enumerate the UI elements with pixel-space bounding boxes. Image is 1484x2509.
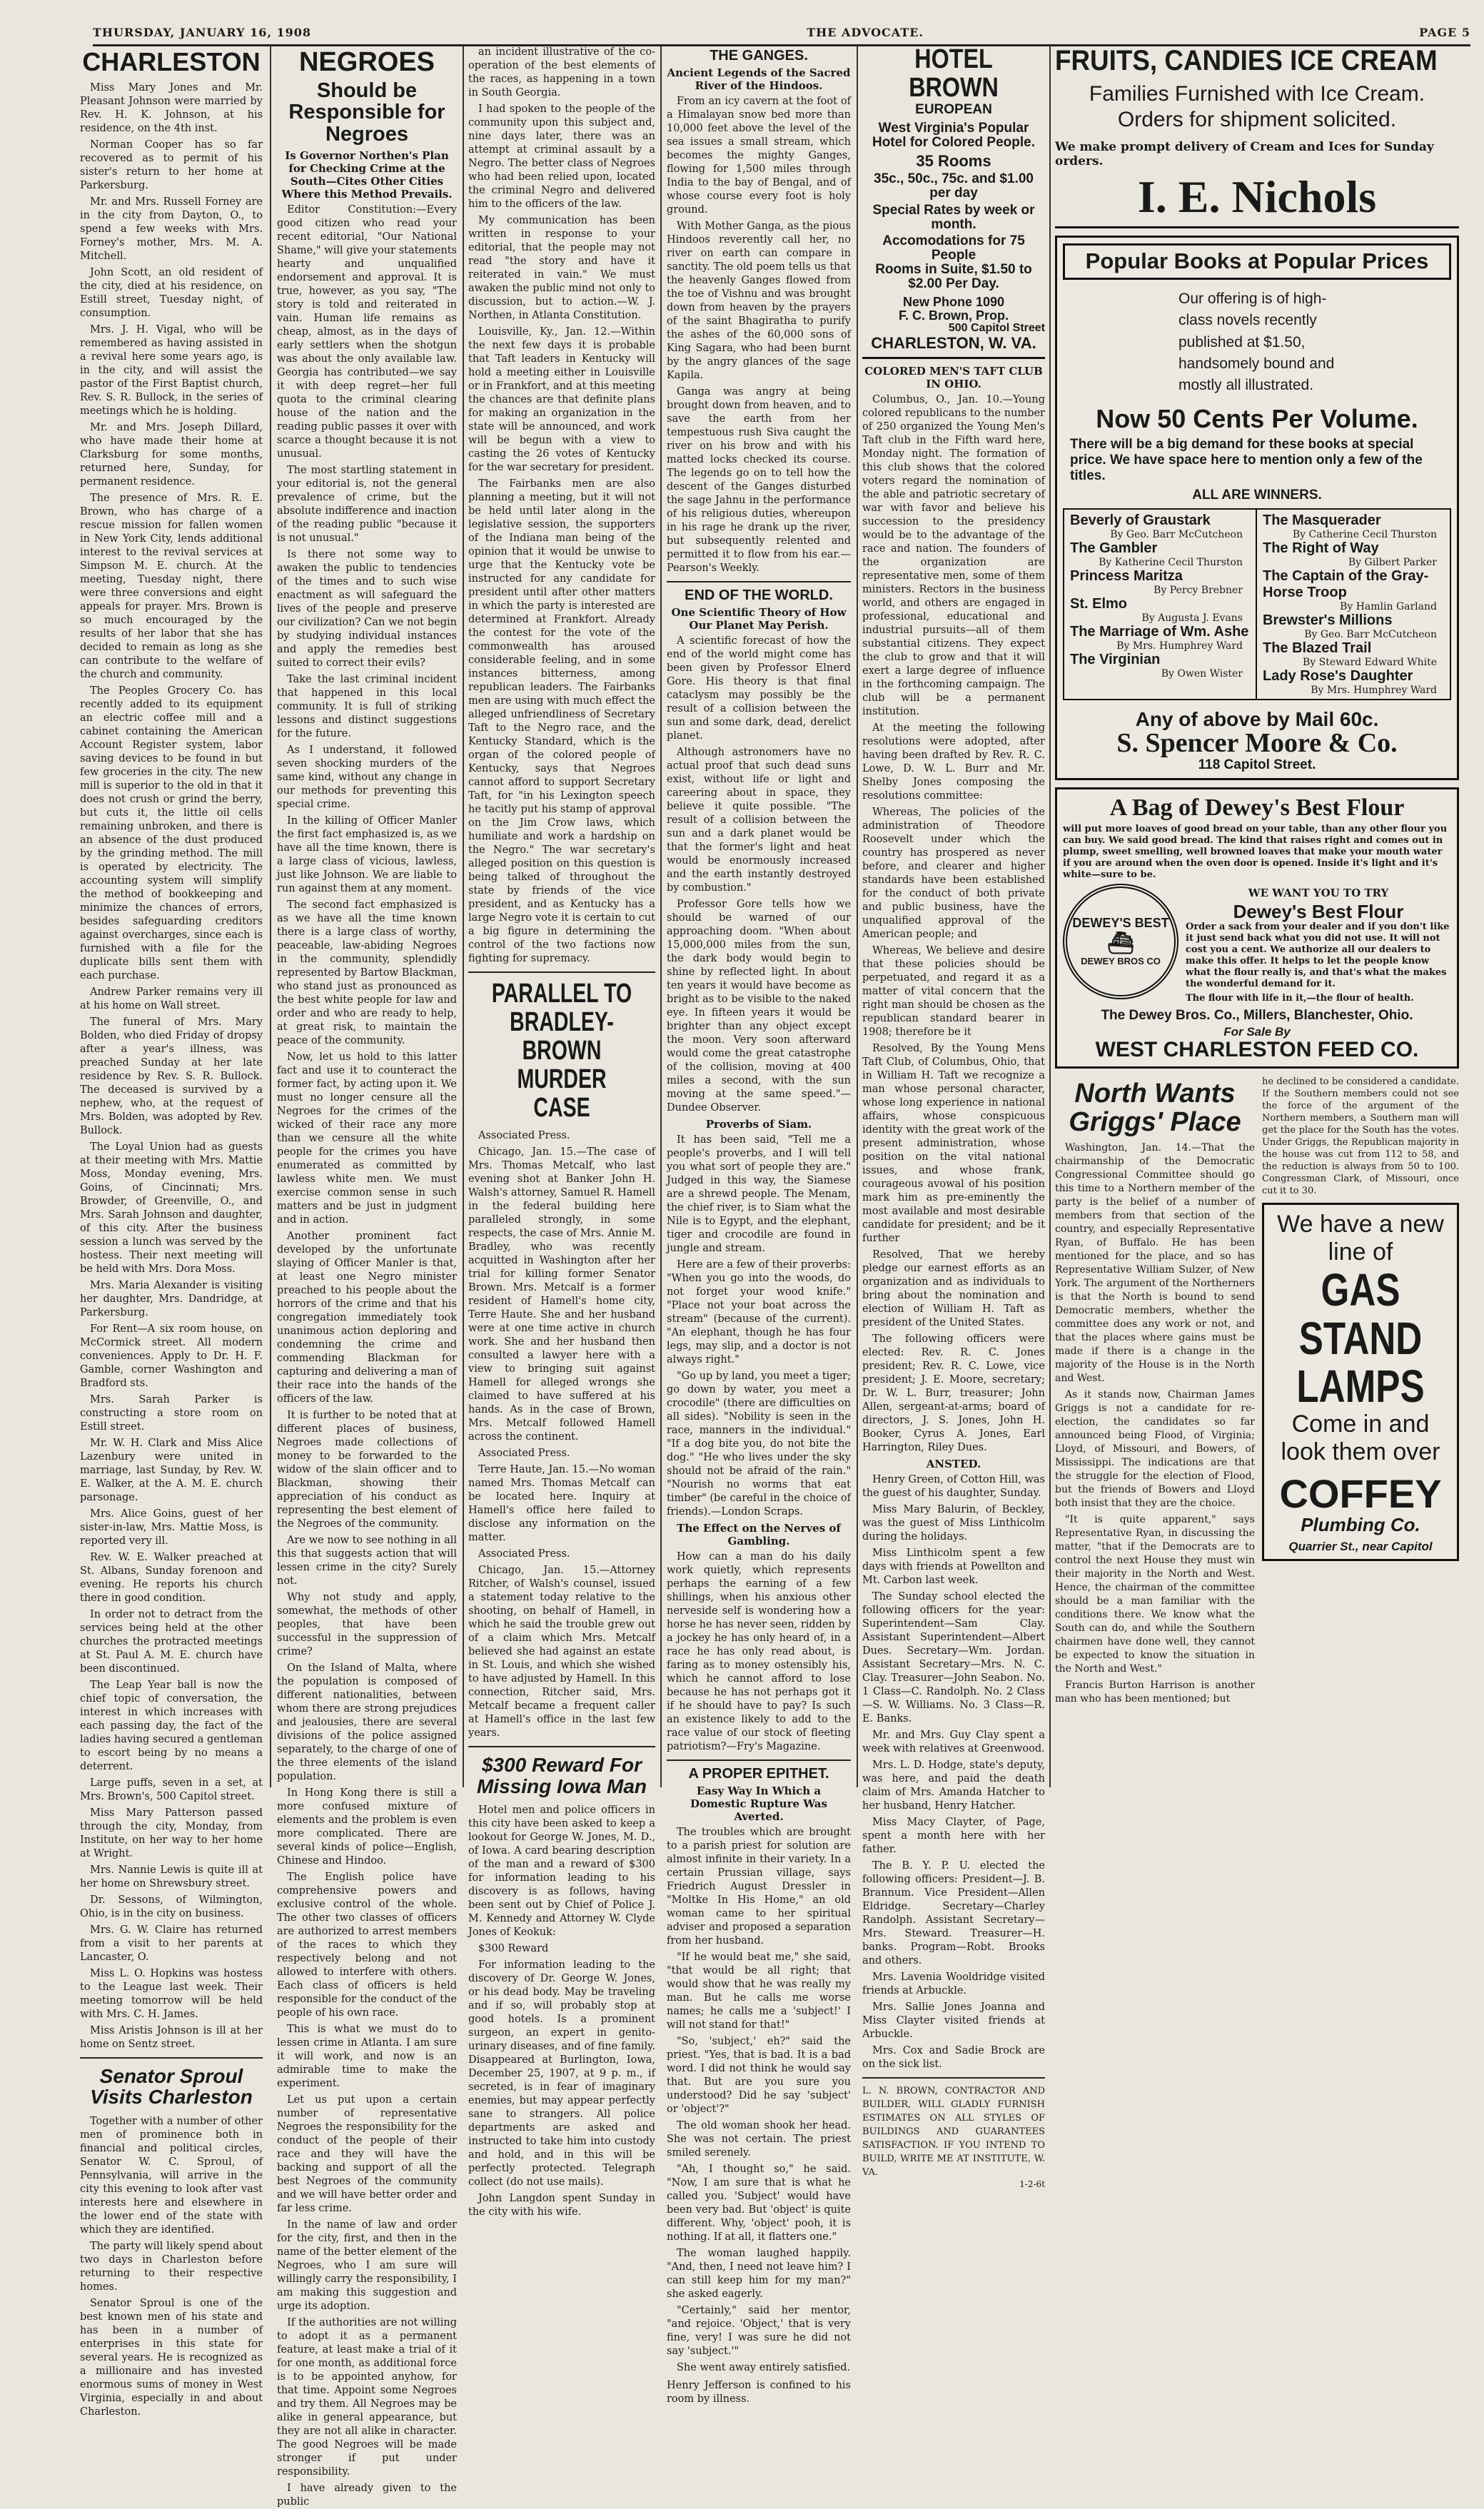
paragraph: Here are a few of their proverbs: "When you go into the woods, do not forget your wood knife." "Place not your boat across the stream" (because of the current). "An elephant, though he has four legs, may slip, and a doctor is not always right." bbox=[667, 1259, 851, 1365]
dewey-bros: The Dewey Bros. Co., Millers, Blanchester, Ohio. bbox=[1101, 1007, 1413, 1023]
siam-article bbox=[667, 1134, 851, 1519]
griggs-article bbox=[1055, 1141, 1255, 1706]
popular-books-ad bbox=[1055, 236, 1459, 780]
coffey-address: Quarrier St., near Capitol bbox=[1288, 1540, 1433, 1554]
flour-sale-by: For Sale By bbox=[1223, 1024, 1291, 1039]
seal-bottom-text: DEWEY BROS CO bbox=[1081, 956, 1161, 967]
book-author: By Percy Brebner bbox=[1154, 584, 1243, 596]
paragraph: "Ah, I thought so," he said. "Now, I am sure that is what he called you. 'Subject' would have been very bad. But 'object' is quite different. Why, 'object' pooh, it is nothing. If at all, it flatters one." bbox=[667, 2164, 851, 2243]
paragraph: Resolved, By the Young Mens Taft Club, of Columbus, Ohio, that in William H. Taft we recognize a man whose personal character, whose long experience in national affairs, whose conspicuous identity with the great work of the present administration, whose position on the vital national issues, and whose frank, courageous avowal of his position mark him as pre-eminently the most available and most desirable candidate for president; and be it further bbox=[862, 1042, 1045, 1244]
paragraph: an incident illustrative of the co-operation of the best elements of the races, as happening in a town in South Georgia. bbox=[468, 46, 655, 99]
paragraph: Large puffs, seven in a set, at Mrs. Brown's, 500 Capitol street. bbox=[80, 1777, 263, 1802]
parallel-article bbox=[468, 1129, 655, 1740]
hotel-suite: Rooms in Suite, $1.50 to $2.00 Per Day. bbox=[875, 262, 1032, 292]
paragraph: This is what we must do to lessen crime in Atlanta. I am sure it will work, and now is an admirable time to make the experiment. bbox=[277, 2024, 457, 2090]
paragraph: Mrs. Alice Goins, guest of her sister-in-law, Mrs. Mattie Moss, is reported very ill. bbox=[80, 1508, 263, 1547]
paragraph: Professor Gore tells how we should be warned of our approaching doom. "When about 15,000,000 miles from the sun, the dark body would begin to shine by reflected light. In about ten years it would have become as bright as to be visible to the naked eye. In fifteen years it would be brighter than any object except the moon. Very soon afterward would come the great catastrophe of the collision, moving at 400 miles a second, with the sun moving at the same speed."—Dundee Observer. bbox=[667, 899, 851, 1114]
paragraph: Chicago, Jan. 15.—Attorney Ritcher, of Walsh's counsel, issued a statement today relative to the shooting, on behalf of Hamell, in which he said the trouble grew out of a claim which Mrs. Metcalf believed she had against an estate in St. Louis, and which she wished to have adjusted by Hamell. In this connection, Ritcher said, Mrs. Metcalf became a frequent caller at Hamell's office in the last few years. bbox=[468, 1565, 655, 1740]
paragraph: The Loyal Union had as guests at their meeting with Mrs. Mattie Moss, Monday evening, Mrs. Goins, of Cincinnati; Mrs. Browder, of Greenville, O., and Mrs. Sarah Johnson and daughter, of this city. After the business session a lunch was served by the hostess. Their next meeting will be held with Mrs. Dora Moss. bbox=[80, 1141, 263, 1275]
paragraph: Whereas, The policies of the administration of Theodore Roosevelt under which the country has prospered as never before, and clearer and higher standards have been established for the conduct of both private and public business, have the unqualified approval of the American people; and bbox=[862, 806, 1045, 940]
griggs-headline: North Wants Griggs' Place bbox=[1069, 1079, 1241, 1138]
hotel-city: CHARLESTON, W. VA. bbox=[871, 333, 1036, 352]
hotel-brown-ad bbox=[862, 46, 1045, 359]
paragraph: Why not study and apply, somewhat, the methods of other peoples, that have been successful in the suppression of crime? bbox=[277, 1592, 457, 1658]
paragraph: Are we now to see nothing in all this that suggests action that will lessen crime in the city? Surely not. bbox=[277, 1535, 457, 1587]
advertisements-column bbox=[1055, 46, 1459, 1787]
divider bbox=[468, 1746, 655, 1747]
paragraph: Miss Mary Jones and Mr. Pleasant Johnson were married by Rev. H. K. Johnson, at his residence, on the 4th inst. bbox=[80, 81, 263, 134]
book-author: By Katherine Cecil Thurston bbox=[1099, 556, 1243, 568]
paragraph: The presence of Mrs. R. E. Brown, who has charge of a rescue mission for fallen women in New York City, lends additional interest to the revival services at Simpson M. E. church. At the meeting, Tuesday night, there were three conversions and eight appeals for prayer. Mrs. Brown is so much encouraged by the results of her labor that she has decided to remain as long as she can contribute to the welfare of the church and community. bbox=[80, 492, 263, 680]
paragraph: In the killing of Officer Manler the first fact emphasized is, as we have all the time known, there is a large class of vicious, lawless, just like Johnson. We are liable to run against them at any moment. bbox=[277, 815, 457, 895]
divider bbox=[862, 2077, 1045, 2079]
paragraph: Mrs. Maria Alexander is visiting her daughter, Mrs. Dandridge, at Parkersburg. bbox=[80, 1279, 263, 1318]
paragraph: The second fact emphasized is as we have all the time known there is a large class of worthy, peaceable, law-abiding Negroes in the community, splendidly represented by Bartow Blackman, who stand just as pronounced as the best white people for law and order and who are ready to help, at great risk, to maintain the peace of the community. bbox=[277, 899, 457, 1047]
hotel-name: HOTEL BROWN bbox=[909, 44, 999, 103]
dewey-flour-ad bbox=[1055, 787, 1459, 1069]
book-title: The Marriage of Wm. Ashe bbox=[1070, 623, 1249, 640]
paragraph: As it stands now, Chairman James Griggs is not a candidate for re-election, the candidates so far announced being Flood, of Virginia; Lloyd, of Missouri, and Bowers, of Mississippi. The indications are that the struggle for the election of Flood, but the friends of Bowers and Lloyd both insist that they are the choice. bbox=[1055, 1388, 1255, 1509]
paragraph: The Sunday school elected the following officers for the year: Superintendent—Sam Clay. Assistant Superintendent—Albert Dues. Secretary—Wm. Jordan. Assistant Secretary—Mrs. N. C. Clay. Treasurer—John Seabon. No. 1 Class—C. Randolph. No. 2 Class—S. W. Williams. No. 3 Class—R. E. Banks. bbox=[862, 1590, 1045, 1725]
gas-come-in: Come in and look them over bbox=[1281, 1410, 1440, 1465]
paragraph: Mrs. Lavenia Wooldridge visited friends at Arbuckle. bbox=[862, 1971, 1045, 1996]
paragraph: "Certainly," said her mentor, "and rejoice. 'Object,' that is very fine, very! I was sure he did not say 'subject.'" bbox=[667, 2305, 851, 2357]
hotel-rates: 35c., 50c., 75c. and $1.00 per day bbox=[874, 171, 1034, 201]
nichols-ad bbox=[1055, 46, 1459, 228]
paragraph: Andrew Parker remains very ill at his home on Wall street. bbox=[80, 986, 263, 1011]
book-author: By Geo. Barr McCutcheon bbox=[1110, 528, 1243, 540]
paragraph: From an icy cavern at the foot of a Himalayan snow bed more than 10,000 feet above the level of the sea issues a small stream, which becomes the mighty Ganges, flowing for 1,500 miles through India to the bay of Bengal, and of whose course every foot is holy ground. bbox=[667, 96, 851, 216]
hotel-column bbox=[862, 44, 1045, 2189]
negroes-heading: NEGROES bbox=[298, 47, 435, 77]
hotel-street: 500 Capitol Street bbox=[948, 321, 1045, 334]
reward-headline: $300 Reward For Missing Iowa Man bbox=[476, 1754, 647, 1797]
paragraph: John Scott, an old resident of the city, died at his residence, on Estill street, Tuesday night, of consumption. bbox=[80, 266, 263, 319]
book-title: The Gambler bbox=[1070, 540, 1158, 556]
world-article bbox=[667, 635, 851, 1115]
paragraph: Miss Linthicolm spent a few days with friends at Powellton and Mt. Carbon last week. bbox=[862, 1547, 1045, 1586]
column-rule bbox=[270, 46, 271, 1787]
paragraph: Norman Cooper has so far recovered as to permit of his sister's return to her home at Parkersburg. bbox=[80, 138, 263, 191]
divider bbox=[80, 2057, 263, 2059]
paragraph: Mrs. Nannie Lewis is quite ill at her home on Shrewsbury street. bbox=[80, 1864, 263, 1889]
book-title: The Right of Way bbox=[1263, 540, 1379, 556]
paragraph: Miss Aristis Johnson is ill at her home on Sentz street. bbox=[80, 2024, 263, 2050]
moore-address: 118 Capitol Street. bbox=[1198, 757, 1316, 772]
paragraph: The funeral of Mrs. Mary Bolden, who died Friday of dropsy after a year's illness, was preached Sunday at her late residence by Rev. S. R. Bullock. The deceased is survived by a nephew, who, at the request of Mrs. Bolden, was adopted by Rev. Bullock. bbox=[80, 1016, 263, 1136]
paragraph: Mr. and Mrs. Guy Clay spent a week with relatives at Greenwood. bbox=[862, 1729, 1045, 1755]
book-title: Lady Rose's Daughter bbox=[1263, 667, 1413, 684]
paragraph: As I understand, it followed seven shocking murders of the same kind, without any change in our methods for preventing this special crime. bbox=[277, 744, 457, 811]
paragraph: For Rent—A six room house, on McCormick street. All modern conveniences. Apply to Dr. H. F. Gamble, corner Washington and Bradford sts. bbox=[80, 1323, 263, 1389]
book-title: St. Elmo bbox=[1070, 595, 1128, 612]
politics-column bbox=[468, 46, 655, 2218]
paragraph: Miss Mary Patterson passed through the city, Monday, from Institute, on her way to her home at Wright. bbox=[80, 1807, 263, 1859]
paragraph: Henry Green, of Cotton Hill, was the guest of his daughter, Sunday. bbox=[862, 1473, 1045, 1499]
book-author: By Mrs. Humphrey Ward bbox=[1311, 684, 1437, 696]
negroes-headline: Should be Responsible for Negroes bbox=[288, 79, 445, 146]
charleston-heading: CHARLESTON bbox=[82, 47, 261, 76]
hotel-tagline: West Virginia's Popular Hotel for Colored People. bbox=[872, 120, 1036, 150]
hotel-rooms: 35 Rooms bbox=[916, 151, 991, 170]
flour-headline: A Bag of Dewey's Best Flour bbox=[1109, 794, 1405, 821]
paragraph: Let us put upon a certain number of representative Negroes the responsibility for the conduct of the people of their race and they will have the backing and support of all the best Negroes of the community and we will have better order and far less crime. bbox=[277, 2094, 457, 2215]
charleston-news bbox=[80, 81, 263, 2051]
paragraph: Mr. and Mrs. Russell Forney are in the city from Dayton, O., to spend a few weeks with Mrs. Forney's mother, Mrs. M. A. Mitchell. bbox=[80, 196, 263, 262]
taft-club-article bbox=[862, 393, 1045, 1455]
negroes-article bbox=[277, 203, 457, 2509]
paragraph: Associated Press. bbox=[478, 1548, 570, 1560]
paragraph: Mr. and Mrs. Joseph Dillard, who have made their home at Clarksburg for some months, returned here, Sunday, for permanent residence. bbox=[80, 421, 263, 488]
book-author: By Mrs. Humphrey Ward bbox=[1116, 640, 1243, 652]
griggs-continued: he declined to be considered a candidate. If the Southern members could not see the force of the argument of the Northern members, a Southern man will get the place for the South has the votes. Under Griggs, the Republican majority in the house was cut from 112 to 58, and the reduction is always from 50 to 100. Congressman Clark, of Missouri, once cut it to 30. bbox=[1262, 1076, 1459, 1197]
paragraph: Rev. W. E. Walker preached at St. Albans, Sunday forenoon and evening. He reports his church there in good condition. bbox=[80, 1551, 263, 1604]
paragraph: Mrs. J. H. Vigal, who will be remembered as having assisted in a revival here some years ago, is in the city, and will assist the pastor of the First Baptist church, Rev. S. R. Bullock, in the series of meetings which he is holding. bbox=[80, 323, 263, 417]
miscellany-column bbox=[667, 46, 851, 2405]
paragraph: With Mother Ganga, as the pious Hindoos reverently call her, no river on earth can compare in sanctity. The old poem tells us that the heavenly Ganges flowed from the toe of Vishnu and was brought down from heaven by the prayers of the saint Bhagiratha to purify the ashes of the 60,000 sons of King Sagara, who had been burnt by the angry glances of the sage Kapila. bbox=[667, 221, 851, 381]
book-author: By Steward Edward White bbox=[1303, 656, 1437, 668]
book-title: The Captain of the Gray-Horse Troop bbox=[1263, 567, 1429, 600]
paragraph: Resolved, That we hereby pledge our earnest efforts as an organization and as individuals to bring about the nomination and election of William H. Taft as president of the United States. bbox=[862, 1248, 1045, 1328]
books-list-right bbox=[1257, 510, 1450, 699]
book-author: By Augusta J. Evans bbox=[1141, 612, 1243, 624]
paragraph: The most startling statement in your editorial is, not the general prevalence of crime, but the absolute indifference and inaction of the reading public "because it is not unusual." bbox=[277, 465, 457, 545]
paragraph: In the name of law and order for the city, first, and then in the name of the better element of the Negroes, who I am sure will willingly carry the responsibility, I am making this suggestion and urge its adoption. bbox=[277, 2219, 457, 2313]
fruits-families: Families Furnished with Ice Cream. Orders for shipment solicited. bbox=[1089, 82, 1425, 131]
gas-lamps-lines bbox=[1270, 1266, 1451, 1410]
paragraph: Mrs. Cox and Sadie Brock are on the sick list. bbox=[862, 2044, 1045, 2070]
mill-icon: ⛴ bbox=[1106, 932, 1135, 956]
paragraph: Chicago, Jan. 15.—The case of Mrs. Thomas Metcalf, who last evening shot at Banker John H. Walsh's attorney, Samuel R. Hamell in the federal building here paralleled strongly, in some respects, the case of Mrs. Annie M. Bradley, who was recently acquitted in Washington after her trial for killing former Senator Brown. Mrs. Metcalf is a former resident of Hamell's home city, Terre Haute. She and her husband were at one time active in church work. She and her husband then consulted a lawyer here with a view to bringing suit against Hamell for alleged wrongs she claimed to have suffered at his hands. As in the case of Brown, Mrs. Metcalf followed Hamell across the continent. bbox=[468, 1146, 655, 1443]
books-list-left bbox=[1064, 510, 1257, 699]
ansted-news bbox=[862, 1473, 1045, 2071]
paragraph: Another prominent fact developed by the unfortunate slaying of Officer Manler is that, at least one Negro minister preached to his people about the horrors of the crime and that his congregation immediately took unanimous action deploring and condemning the crime and commending Blackman for capturing and delivering a man of their race into the hands of the officers of the law. bbox=[277, 1231, 457, 1405]
paragraph: The party will likely spend about two days in Charleston before returning to their respective homes. bbox=[80, 2240, 263, 2293]
paragraph: Miss Macy Clayter, of Page, spent a month here with her father. bbox=[862, 1816, 1045, 1855]
divider bbox=[468, 971, 655, 973]
paragraph: $300 Reward bbox=[478, 1943, 549, 1955]
paragraph: Columbus, O., Jan. 10.—Young colored republicans to the number of 250 organized the Young Men's Taft club in the Fifth ward here, Monday night. The formation of this club shows that the colored voters regard the nomination of the able and patriotic secretary of war with favor and believe his succession to the presidency would be to the advantage of the race and nation. The founders of the organization are representative men, some of them ministers. Rectors in the business world, and others are engaged in professional, educational and industrial pursuits—all of them substantial citizens. They expect the club to grow and that it will exert a large degree of influence in the forthcoming campaign. The club will be a permanent institution. bbox=[862, 393, 1045, 717]
books-mail-price: Any of above by Mail 60c. bbox=[1135, 707, 1379, 730]
griggs-article-block bbox=[1055, 1076, 1255, 1709]
paragraph: A scientific forecast of how the end of the world might come has been given by Professor Elnerd Gore. His theory is that final cataclysm may possibly be the result of a collision between the sun and some dark, dead, derelict planet. bbox=[667, 635, 851, 742]
parallel-headline: PARALLEL TO BRADLEY-BROWN MURDER CASE bbox=[491, 979, 632, 1123]
paragraph: The B. Y. P. U. elected the following officers: President—J. B. Brannum. Vice President—Allen Eldridge. Secretary—Charley Randolph. Assistant Secretary—Mrs. Steward. Treasurer—H. banks. Program—Robt. Brooks and others. bbox=[862, 1859, 1045, 1967]
books-winners: ALL ARE WINNERS. bbox=[1192, 487, 1322, 503]
book-author: By Hamlin Garland bbox=[1340, 600, 1437, 612]
sproul-article bbox=[80, 2115, 263, 2419]
paragraph: The Fairbanks men are also planning a meeting, but it will not be held until later along in the legislative session, the supporters of the Indiana man being of the opinion that it would be unwise to urge that the Kentucky vote be instructed for any candidate for president until after other matters in which the party is interested are determined at Frankfort. Already the contest for the vote of the commonwealth has aroused considerable feeling, and in some instances bitterness, among republican leaders. The Fairbanks men are using with much effect the alleged unfriendliness of Secretary Taft to the Negro race, and the Kentucky Standard, which is the organ of the colored people of Kentucky, says that Negroes cannot afford to support Secretary Taft, for "in his Lexington speech he tacitly put his stamp of approval on the Jim Crow laws, which humiliate and work a hardship on the Negro." The war secretary's alleged position on this question is being talked of throughout the state by friends of the vice president, and as Kentucky has a large Negro vote it is certain to cut a big figure in determining the control of the two factions now fighting for supremacy. bbox=[468, 478, 655, 964]
paragraph: Whereas, We believe and desire that these policies should be perpetuated, and regard it as a matter of vital concern that the right man should be chosen as the republican standard bearer in 1908; therefore be it bbox=[862, 944, 1045, 1038]
paragraph: On the Island of Malta, where the population is composed of different nationalities, between whom there are strong prejudices and jealousies, there are several divisions of the police assigned separately, to the charge of one of the three elements of the island population. bbox=[277, 1662, 457, 1783]
seal-top-text: DEWEY'S BEST bbox=[1072, 916, 1169, 931]
gambling-headline: The Effect on the Nerves of Gambling. bbox=[677, 1522, 841, 1548]
paragraph: Washington, Jan. 14.—That the chairmanship of the Democratic Congressional Committee should go this time to a Northern member of the party is the belief of a number of members from that section of the country, and especially Representative Ryan, of Buffalo. He has been mentioned for the place, and so has Representative William Sulzer, of New York. The argument of the Northerners is that the North is bound to send Democratic members, whether the committee does any work or not, and that the places where gains must be made if there is a change in the majority of the House is in the North and West. bbox=[1055, 1141, 1255, 1384]
book-author: By Catherine Cecil Thurston bbox=[1292, 528, 1437, 540]
paragraph: Miss L. O. Hopkins was hostess to the League last week. Their meeting tomorrow will be held with Mrs. C. H. James. bbox=[80, 1967, 263, 2020]
paragraph: Is there not some way to awaken the public to tendencies of the times and to such wise enactment as will safeguard the lives of the people and preserve our civilization? Can we not begin by studying individual instances and apply the remedies best suited to correct their evils? bbox=[277, 549, 457, 670]
dewey-seal-logo bbox=[1063, 884, 1178, 999]
coffey-plumbing-ad bbox=[1262, 1203, 1459, 1561]
paragraph: Ganga was angry at being brought down from heaven, and to save the earth from her tempestuous rush Siva caught the river on his brow and with his matted locks checked its course. The legends go on to tell how the descent of the Ganges disturbed the sage Jahnu in the performance of his religious duties, whereupon in his rage he drank up the river, but subsequently relented and permitted it to flow from his ear.—Pearson's Weekly. bbox=[667, 386, 851, 574]
paragraph: It is further to be noted that at different places of business, Negroes made collections of money to be forwarded to the widow of the slain officer and to Blackman, showing their appreciation of his conduct as representing the best element of the Negroes of the community. bbox=[277, 1410, 457, 1530]
gas-lamps-word: LAMPS bbox=[1296, 1360, 1425, 1412]
flour-order: Order a sack from your dealer and if you don't like it just send back what you did not use. It will not cost you a cent. We authorize all our dealers to make this offer. It helps to let the people know what the flour really is, and that's what the makes the wonderful demand for it. bbox=[1186, 921, 1450, 989]
charleston-column bbox=[80, 46, 263, 2418]
world-headline: END OF THE WORLD. bbox=[685, 587, 833, 603]
column-rule bbox=[463, 46, 464, 1787]
ganges-deck: Ancient Legends of the Sacred River of the Hindoos. bbox=[667, 66, 851, 92]
paragraph: Dr. Sessons, of Wilmington, Ohio, is in the city on business. bbox=[80, 1894, 263, 1919]
paragraph: "Go up by land, you meet a tiger; go down by water, you meet a crocodile" (there are difficulties on all sides). "Nobility is seen in the race, manners in the individual." "If a dog bite you, do not bite the dog." "He who lives under the sky should not be afraid of the rain." "Nourish no worms that eat timber" (be careful in the choice of friends).—London Scraps. bbox=[667, 1370, 851, 1518]
paragraph: John Langdon spent Sunday in the city with his wife. bbox=[468, 2193, 655, 2218]
ganges-article bbox=[667, 95, 851, 575]
flour-offer-text bbox=[1186, 884, 1451, 1004]
paragraph: The Leap Year ball is now the chief topic of conversation, the interest in which increases with each passing day, the fact of the ladies having secured a gentleman to escort being by no means a deterrent. bbox=[80, 1679, 263, 1772]
paragraph: Louisville, Ky., Jan. 12.—Within the next few days it is probable that Taft leaders in Kentucky will hold a meeting either in Louisville or in Frankfort, and at this meeting the chances are that definite plans for making an organization in the state will be announced, and work will be begun with a view to casting the 26 votes of Kentucky for the war secretary for president. bbox=[468, 326, 655, 473]
gas-lamps-word: STAND bbox=[1298, 1312, 1423, 1364]
reward-article bbox=[468, 1804, 655, 2219]
masthead-date: THURSDAY, JANUARY 16, 1908 bbox=[93, 25, 312, 39]
lower-right-block bbox=[1055, 1076, 1459, 1709]
book-title: The Virginian bbox=[1070, 651, 1161, 667]
taft-club-headline: COLORED MEN'S TAFT CLUB IN OHIO. bbox=[864, 364, 1043, 390]
sproul-headline: Senator Sproul Visits Charleston bbox=[90, 2064, 253, 2109]
paragraph: "If he would beat me," she said, "that would be all right; that would show that he was really my man. But he calls me worse names; he calls me a 'subject!' I will not stand for that!" bbox=[667, 1952, 851, 2031]
book-author: By Gilbert Parker bbox=[1348, 556, 1437, 568]
hotel-phone: New Phone 1090 bbox=[902, 295, 1005, 310]
masthead-page-number: PAGE 5 bbox=[1419, 25, 1470, 39]
paragraph: I have already given to the public bbox=[277, 2483, 457, 2508]
world-deck: One Scientific Theory of How Our Planet May Perish. bbox=[671, 606, 847, 632]
paragraph: Mr. W. H. Clark and Miss Alice Lazenbury were united in marriage, last Sunday, by Rev. W. E. Walker, at the A. M. E. church parsonage. bbox=[80, 1437, 263, 1503]
flour-try: WE WANT YOU TO TRY bbox=[1248, 886, 1389, 899]
fruits-headline: FRUITS, CANDIES ICE CREAM bbox=[1055, 45, 1438, 76]
taft-kentucky-article bbox=[468, 46, 655, 966]
paragraph: "It is quite apparent," says Representative Ryan, in discussing the matter, "that if the Democrats are to control the next House they must win their majority in the North and West. Hence, the chairman of the committee should be a man familiar with the conditions there. We know what the South can do, and while the Southern chairmen have done well, they cannot be expected to know the situation in the North and West." bbox=[1055, 1513, 1255, 1675]
book-author: By Geo. Barr McCutcheon bbox=[1304, 628, 1437, 640]
masthead-paper-name: THE ADVOCATE. bbox=[807, 25, 924, 39]
epithet-article bbox=[667, 1826, 851, 2375]
coffey-name: COFFEY bbox=[1279, 1471, 1442, 1517]
paragraph: Take the last criminal incident that happened in this local community. It is full of striking lessons and distinct suggestions for the future. bbox=[277, 674, 457, 740]
epithet-deck: Easy Way In Which a Domestic Rupture Was Averted. bbox=[690, 1784, 827, 1823]
paragraph: Associated Press. bbox=[478, 1448, 570, 1460]
coffey-subtitle: Plumbing Co. bbox=[1301, 1513, 1420, 1535]
paragraph: It has been said, "Tell me a people's proverbs, and I will tell you what sort of people they are." Judged in this way, the Siamese are a shrewd people. The Menam, the chief river, is to Siam what the Nile is to Egypt, and the elephant, tiger and crocodile are found in jungle and stream. bbox=[667, 1134, 851, 1254]
coffey-block bbox=[1262, 1076, 1459, 1709]
paragraph: Now, let us hold to this latter fact and use it to counteract the former fact, by acting upon it. We must no longer censure all the Negroes for the crimes of the wicked of their race any more than we censure all the white people for the crimes you have enumerated as committed by lawless white men. We must exercise common sense in such matters and be just in judgment and in action. bbox=[277, 1051, 457, 1226]
siam-headline: Proverbs of Siam. bbox=[705, 1118, 812, 1131]
paragraph: The old woman shook her head. She was not certain. The priest smiled serenely. bbox=[667, 2120, 851, 2159]
paragraph: She went away entirely satisfied. bbox=[677, 2362, 851, 2373]
books-demand: There will be a big demand for these books at special price. We have space here to mention only a few of the titles. bbox=[1070, 436, 1423, 483]
paragraph: Terre Haute, Jan. 15.—No woman named Mrs. Thomas Metcalf can be located here. Inquiry at Hamell's office here failed to disclose any information on the matter. bbox=[468, 1464, 655, 1544]
paragraph: Although astronomers have no actual proof that such dead suns exist, without life or light and careering about in space, they believe it quite possible. "The result of a collision between the sun and a dark planet would be that the former's light and heat would be enormously increased and the earth instantly destroyed by combustion." bbox=[667, 747, 851, 894]
paragraph: The troubles which are brought to a parish priest for solution are almost infinite in their variety. In a certain Prussian village, says Friedrich August Dressler in "Moltke In His Home," an old woman came to her spiritual adviser and proposed a separation from her husband. bbox=[667, 1827, 851, 1947]
paragraph: Mrs. Sallie Jones Joanna and Miss Clayter visited friends at Arbuckle. bbox=[862, 2001, 1045, 2040]
paragraph: Editor Constitution:—Every good citizen who read your recent editorial, "Our National Shame," will give your statements hearty and unqualified endorsement and approval. It is true, however, as you say, "The story is told and reiterated in vain. Human life remains as cheap, almost, as in the days of early settlers when the shotgun was about the only available law. Georgia has contributed—we say it with deep regret—her full quota to the criminal clearing house of the nation and the reading public passes it over with scarce a thought because it is not unusual. bbox=[277, 204, 457, 460]
seal-text bbox=[1072, 916, 1168, 966]
masthead bbox=[93, 20, 1470, 46]
paragraph: Francis Burton Harrison is another man who has been mentioned; but bbox=[1055, 1679, 1255, 1705]
paragraph: How can a man do his daily work quietly, which represents perhaps the earning of a few shillings, when his anxious other nerveside self is wondering how a horse he has never seen, ridden by a jockey he has only heard of, in a race he has only read about, is faring as to money ostensibly his, which he cannot afford to lose because he has not perhaps got it if he should have to pay? Is such an existence likely to add to the race value of our stock of fleeting patriotism?—Fry's Magazine. bbox=[667, 1551, 851, 1752]
books-price: Now 50 Cents Per Volume. bbox=[1096, 403, 1418, 433]
books-list bbox=[1063, 508, 1451, 700]
builder-ad: L. N. BROWN, CONTRACTOR AND BUILDER, WILL GLADLY FURNISH ESTIMATES ON ALL STYLES OF BUILDINGS AND GUARANTEES SATISFACTION. IF YOU INTEND TO BUILD, WRITE ME AT INSTITUTE, W. VA. bbox=[862, 2085, 1045, 2178]
negroes-deck: Is Governor Northen's Plan for Checking Crime at the South—Cites Other Cities Where this Method Prevails. bbox=[281, 149, 453, 201]
gas-lamps-word: GAS bbox=[1321, 1264, 1400, 1316]
jefferson-note: Henry Jefferson is confined to his room by illness. bbox=[667, 2380, 851, 2405]
paragraph: Mrs. Sarah Parker is constructing a store room on Estill street. bbox=[80, 1393, 263, 1433]
book-title: The Masquerader bbox=[1263, 512, 1381, 528]
paragraph: In Hong Kong there is still a more confused mixture of elements and the problem is even more complicated. There are several kinds of police—English, Chinese and Hindoo. bbox=[277, 1787, 457, 1867]
book-title: The Blazed Trail bbox=[1263, 640, 1372, 656]
book-title: Beverly of Graustark bbox=[1070, 512, 1211, 528]
nichols-name: I. E. Nichols bbox=[1137, 171, 1377, 222]
book-title: Princess Maritza bbox=[1070, 567, 1183, 584]
moore-name: S. Spencer Moore & Co. bbox=[1116, 728, 1398, 759]
paragraph: Miss Mary Balurin, of Beckley, was the guest of Miss Linthicolm during the holidays. bbox=[862, 1503, 1045, 1543]
paragraph: For information leading to the discovery of Dr. George W. Jones, or his dead body. May be traveling and if so, will probably stop at good hotels. Is a prominent surgeon, an expert in genito-urinary diseases, and of fine family. Disappeared at Burlington, Iowa, December 25, 1907, at 9 p. m., if secreted, is in fear of imaginary enemies, but may appear perfectly sane to strangers. All police departments are asked and instructed to take him into custody and hold, and in this will be perfectly protected. Telegraph collect (do not use mails). bbox=[468, 1959, 655, 2189]
flour-body: will put more loaves of good bread on your table, than any other flour you can buy. We said good bread. The kind that raises right and comes out in plump, sweet smelling, well browned loaves that make your mouth water if you are around when the oven door is opened. Inside it's light and it's white—sure to be. bbox=[1063, 823, 1448, 880]
book-author: By Owen Wister bbox=[1161, 667, 1243, 680]
paragraph: The woman laughed happily. "And, then, I need not leave him? I can still keep him for my man?" she asked eagerly. bbox=[667, 2248, 851, 2300]
paragraph: Hotel men and police officers in this city have been asked to keep a lookout for George W. Jones, M. D., of Iowa. A card bearing description of the man and a reward of $300 for information leading to his discovery is as follows, having been sent out by Chief of Police J. M. Kennedy and Attorney W. Clyde Jones of Keokuk: bbox=[468, 1804, 655, 1939]
builder-ad-code: 1-2-6t bbox=[1019, 2179, 1045, 2189]
gas-intro: We have a new line of bbox=[1277, 1211, 1444, 1266]
flour-name: Dewey's Best Flour bbox=[1233, 900, 1404, 922]
paragraph: I had spoken to the people of the community upon this subject and, nine days later, there was an attempt at criminal assault by a Negro. The better class of Negroes who had been relied upon, located the criminal Negro and delivered him to the officers of the law. bbox=[468, 104, 655, 210]
books-headline: Popular Books at Popular Prices bbox=[1063, 243, 1451, 280]
paragraph: The Peoples Grocery Co. has recently added to its equipment an electric coffee mill and a cabinet containing the American Account Register system, labor saving devices to be found in but few groceries in the city. The new mill is superior to the old in that it does not crush or grind the berry, but cuts it, the little oil cells remaining unbroken, and there is an absence of the dust produced by the grinding method. The mill is operated by electricity. The accounting system will simplify the method of bookkeeping and minimize the chances of errors, besides safeguarding creditors against overcharges, since each is furnished with a file for the duplicate bills sent them with each purchase. bbox=[80, 685, 263, 981]
column-rule bbox=[857, 46, 858, 1787]
paragraph: At the meeting the following resolutions were adopted, after having been drafted by Rev. R. C. Lowe, D. W. L. Burr and Mr. Shelby Jones composing the resolutions committee: bbox=[862, 722, 1045, 802]
paragraph: The following officers were elected: Rev. R. C. Jones president; Rev. R. C. Lowe, vice president; J. E. Moore, secretary; Dr. W. L. Burr, treasurer; John Allen, sergeant-at-arms; board of directors, J. S. Jones, John H. Booker, Cyrus A. Jones, Earl Harrington, Riley Dues. bbox=[862, 1333, 1045, 1453]
paragraph: My communication has been written in response to your editorial, that the people may not read "the story and have it reiterated in vain." We must awaken the public mind not only to discussion, but to action.—W. J. Northen, in Atlanta Constitution. bbox=[468, 215, 655, 321]
paragraph: The English police have comprehensive powers and exclusive control of the whole. The other two classes of officers are authorized to arrest members of the races to which they respectively belong and not allowed to interfere with others. Each class of officers is held responsible for the conduct of the people of his own race. bbox=[277, 1872, 457, 2019]
paragraph: Together with a number of other men of prominence both in financial and political circles, Senator W. C. Sproul, of Pennsylvania, will arrive in the city this evening to look after vast interests here and elsewhere in the lower end of the state with which they are identified. bbox=[80, 2115, 263, 2236]
fruits-delivery: We make prompt delivery of Cream and Ices for Sunday orders. bbox=[1055, 140, 1434, 168]
feed-company: WEST CHARLESTON FEED CO. bbox=[1095, 1037, 1419, 1061]
hotel-special-rates: Special Rates by week or month. bbox=[872, 202, 1035, 232]
flour-offer bbox=[1063, 884, 1451, 1004]
books-intro: Our offering is of high-class novels recently published at $1.50, handsomely bound and mostly all illustrated. bbox=[1178, 290, 1335, 394]
hotel-plan: EUROPEAN bbox=[915, 101, 992, 117]
hotel-accommodations: Accomodations for 75 People bbox=[882, 233, 1025, 263]
paragraph: In order not to detract from the services being held at the other churches the protracted meetings at St. Paul A. M. E. church have been discontinued. bbox=[80, 1608, 263, 1675]
paragraph: Mrs. L. D. Hodge, state's deputy, was here, and paid the death claim of Mrs. Amanda Hatcher to her husband, Henry Hatcher. bbox=[862, 1759, 1045, 1812]
paragraph: "So, 'subject,' eh?" said the priest. "Yes, that is bad. It is a bad word. I did not think he would say that. But are you sure you understood? Did he say 'subject' or 'object'?" bbox=[667, 2036, 851, 2115]
paragraph: Mrs. G. W. Claire has returned from a visit to her parents at Lancaster, O. bbox=[80, 1924, 263, 1963]
paragraph: Senator Sproul is one of the best known men of his state and has been in a number of enterprises in this state for several years. He is recognized as a millionaire and has invested enormous sums of money in West Virginia, especially in and about Charleston. bbox=[80, 2297, 263, 2418]
flour-life: The flour with life in it,—the flour of health. bbox=[1186, 992, 1414, 1004]
column-rule bbox=[1049, 46, 1051, 1787]
divider bbox=[667, 581, 851, 582]
paragraph: Associated Press. bbox=[478, 1130, 570, 1142]
divider bbox=[667, 1760, 851, 1761]
negroes-column bbox=[277, 46, 457, 2508]
hotel-proprietor: F. C. Brown, Prop. bbox=[898, 308, 1009, 323]
ansted-headline: ANSTED. bbox=[926, 1457, 981, 1470]
epithet-headline: A PROPER EPITHET. bbox=[688, 1766, 829, 1782]
book-title: Brewster's Millions bbox=[1263, 612, 1393, 628]
paragraph: If the authorities are not willing to adopt it as a permanent feature, at least make a trial of it for one month, as additional force is to be appointed anyhow, for that time. Appoint some Negroes and try them. All Negroes may be alike in general appearance, but they are not all alike in character. The good Negroes will be made stronger if put under responsibility. bbox=[277, 2317, 457, 2478]
ganges-headline: THE GANGES. bbox=[710, 48, 808, 64]
gambling-article bbox=[667, 1550, 851, 1754]
column-rule bbox=[660, 46, 662, 1787]
